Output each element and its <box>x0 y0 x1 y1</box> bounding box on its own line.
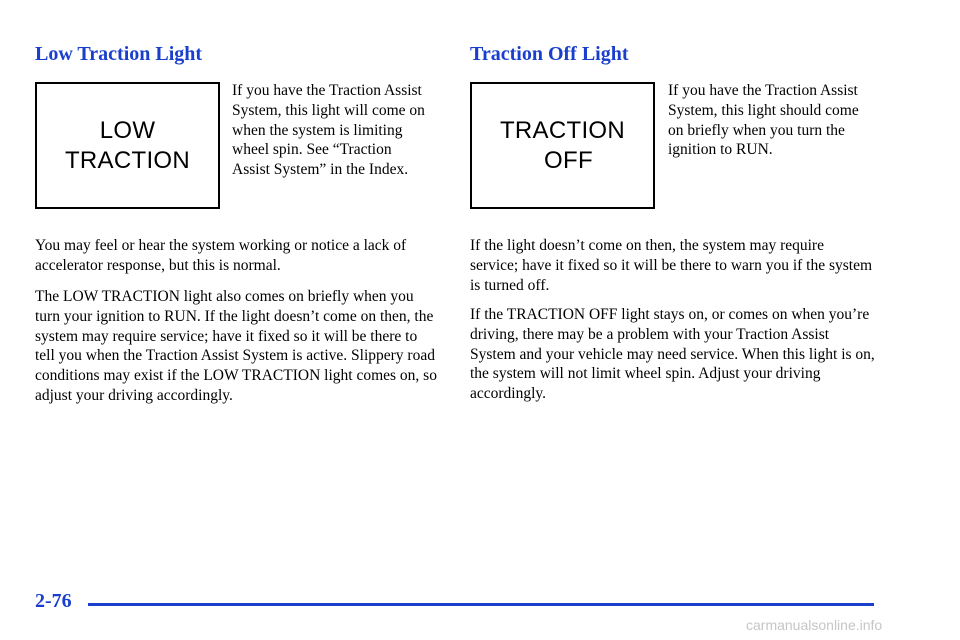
footer-rule <box>88 603 874 606</box>
page-number: 2-76 <box>35 590 72 612</box>
low-traction-indicator <box>35 82 220 209</box>
traction-off-side-text: If you have the Traction Assist System, this light should come on briefly when you turn the ignition to RUN. <box>668 82 859 159</box>
low-traction-heading: Low Traction Light <box>35 43 203 65</box>
traction-off-indicator <box>470 82 655 209</box>
traction-off-heading: Traction Off Light <box>470 43 629 65</box>
low-traction-indicator-line1: LOW <box>99 116 156 144</box>
traction-off-paragraph-2: If the TRACTION OFF light stays on, or comes on when you’re driving, there may be a problem with your Traction Assist System and your vehicle may need service. When this light is on, the system will not limit wheel spin. Adjust your driving accordingly. <box>470 306 875 403</box>
traction-off-indicator-line2: OFF <box>544 146 593 174</box>
low-traction-side-text: If you have the Traction Assist System, this light will come on when the system is limiting wheel spin. See “Traction Assist System” in the Index. <box>232 82 425 179</box>
traction-off-indicator-line1: TRACTION <box>499 116 626 144</box>
low-traction-paragraph-1: You may feel or hear the system working or notice a lack of accelerator response, but this is normal. <box>35 237 407 274</box>
low-traction-indicator-line2: TRACTION <box>64 146 191 174</box>
low-traction-paragraph-2: The LOW TRACTION light also comes on briefly when you turn your ignition to RUN. If the light doesn’t come on then, the system may require service; have it fixed so it will be there to tell you when the Traction Assist System is active. Slippery road conditions may exist if the LOW TRACTION light comes on, so adjust your driving accordingly. <box>35 288 437 404</box>
watermark-text: carmanualsonline.info <box>746 617 883 633</box>
traction-off-paragraph-1: If the light doesn’t come on then, the system may require service; have it fixed so it will be there to warn you if the system is turned off. <box>470 237 873 294</box>
